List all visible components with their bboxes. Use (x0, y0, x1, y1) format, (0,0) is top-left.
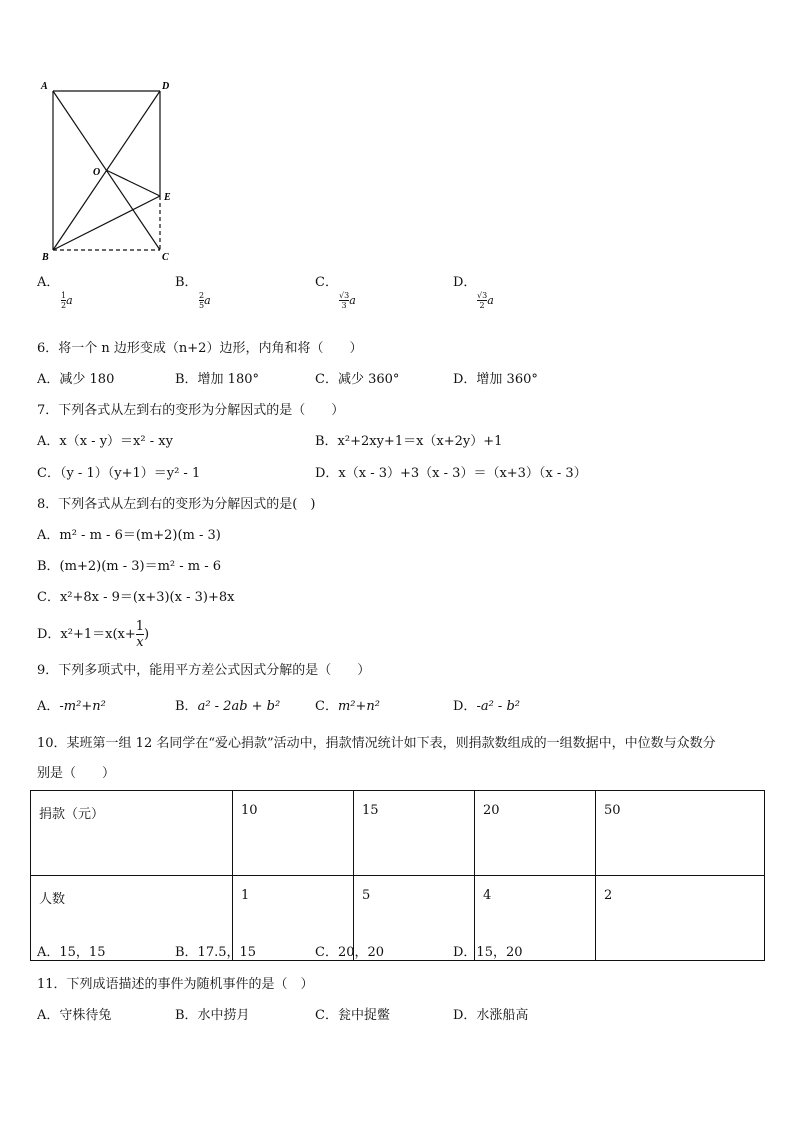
q7-option-d: D．x（x - 3）+3（x - 3）＝（x+3）（x - 3） (315, 466, 587, 481)
q8-option-b: B．(m+2)(m - 3)＝m² - m - 6 (37, 559, 222, 574)
table-cell: 4 (475, 876, 596, 961)
q5-option-a: A． $\frac{1}{2}$ a (37, 275, 73, 310)
table-cell: 2 (596, 876, 765, 961)
q8-option-a: A．m² - m - 6＝(m+2)(m - 3) (37, 528, 221, 543)
label-O: O (93, 167, 101, 178)
q8-option-c: C．x²+8x - 9＝(x+3)(x - 3)+8x (37, 590, 235, 605)
table-cell: 5 (354, 876, 475, 961)
q11-option-c: C．瓮中捉鳖 (315, 1008, 390, 1023)
q10-option-d: D．15，20 (453, 945, 523, 960)
table-cell: 捐款（元） (31, 791, 233, 876)
q10-stem-line1: 10．某班第一组 12 名同学在“爱心捐款”活动中，捐款情况统计如下表，则捐款数组成的一组数据中，中位数与众数分 (37, 736, 716, 751)
q11-option-d: D．水涨船高 (453, 1008, 529, 1023)
q9-stem: 9．下列多项式中，能用平方差公式因式分解的是（ ） (37, 663, 371, 678)
table-cell: 人数 (31, 876, 233, 961)
table-cell: 10 (233, 791, 354, 876)
label-A: A (41, 81, 48, 92)
q9-option-c: C．m²+n² (315, 699, 380, 714)
q9-option-d: D．-a² - b² (453, 699, 520, 714)
q6-option-b: B．增加 180° (175, 372, 259, 387)
label-D: D (162, 81, 170, 92)
q7-option-a: A．x（x - y）＝x² - xy (37, 434, 173, 449)
donation-table (30, 790, 765, 961)
q11-option-b: B．水中捞月 (175, 1008, 250, 1023)
q10-option-b: B．17.5，15 (175, 945, 257, 960)
q7-stem: 7．下列各式从左到右的变形为分解因式的是（ ） (37, 403, 345, 418)
q7-option-b: B．x²+2xy+1＝x（x+2y）+1 (315, 434, 503, 449)
q6-stem: 6．将一个 n 边形变成（n+2）边形，内角和将（ ） (37, 341, 363, 356)
q5-option-d: D． $\frac{√3}{2}$ a (453, 275, 494, 310)
label-E: E (164, 192, 171, 203)
q11-stem: 11．下列成语描述的事件为随机事件的是（ ） (37, 977, 314, 992)
q6-option-d: D．增加 360° (453, 372, 538, 387)
q8-option-d: D．$x^2+1=x(x+\frac{1}{x}$ ) (37, 619, 150, 650)
q10-option-c: C．20，20 (315, 945, 385, 960)
q5-option-c: C． $\frac{√3}{3}$ a (315, 275, 356, 310)
geometry-figure (30, 76, 190, 266)
q9-option-a: A．-m²+n² (37, 699, 106, 714)
table-row (31, 876, 765, 961)
q9-option-b: B．a² - 2ab + b² (175, 699, 281, 714)
q6-option-a: A．减少 180 (37, 372, 115, 387)
table-cell: 50 (596, 791, 765, 876)
q5-option-b: B． $\frac{2}{5}$ a (175, 275, 211, 310)
q10-option-a: A．15，15 (37, 945, 106, 960)
table-cell: 20 (475, 791, 596, 876)
q11-option-a: A．守株待兔 (37, 1008, 112, 1023)
label-B: B (42, 252, 49, 263)
table-cell: 15 (354, 791, 475, 876)
label-C: C (162, 252, 169, 263)
table-row (31, 791, 765, 876)
q7-option-c: C．（y - 1）（y+1）＝y² - 1 (37, 466, 201, 481)
table-cell: 1 (233, 876, 354, 961)
q10-stem-line2: 别是（ ） (37, 766, 116, 781)
q8-stem: 8．下列各式从左到右的变形为分解因式的是( ) (37, 497, 316, 512)
q6-option-c: C．减少 360° (315, 372, 400, 387)
